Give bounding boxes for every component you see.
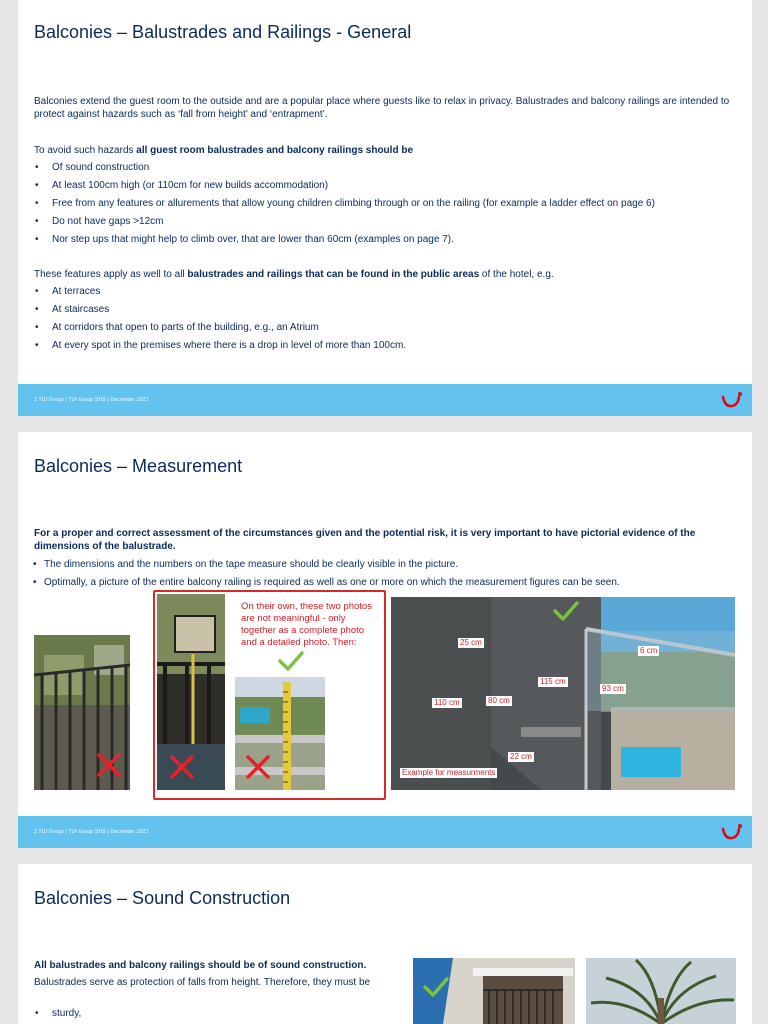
footer-text: 2 TUI Group | TUI Group SHS | December 2021	[34, 829, 149, 835]
sound-construction-list	[34, 1007, 374, 1024]
measurement-label: 22 cm	[510, 752, 532, 761]
list-item: • Free from any features or allurements that allow young children climbing through or on the railing (for example a ladder effect on page 6)	[34, 197, 738, 215]
list-item: • Do not have gaps >12cm	[34, 215, 738, 233]
slide-general	[18, 0, 752, 386]
measurement-label: 93 cm	[602, 684, 624, 693]
photo-note: On their own, these two photos are not meaningful - only together as a complete photo and a detailed photo. Then:	[241, 601, 372, 648]
lead2-end: of the hotel, e.g.	[479, 269, 554, 280]
list-item: • Nor step ups that might help to climb over, that are lower than 60cm (examples on page 7).	[34, 233, 738, 251]
slide-footer	[18, 384, 752, 416]
intro-text: Balustrades serve as protection of falls from height. Therefore, they must be	[34, 977, 371, 988]
slide-measurement	[18, 432, 752, 816]
measurement-label: 110 cm	[434, 698, 460, 707]
list-item: • sturdy,	[34, 1007, 374, 1024]
intro-text: For a proper and correct assessment of the circumstances given and the potential risk, it is very important to have pictorial evidence of the dimensions of the balustrade.	[34, 528, 696, 552]
list-item: • At least 100cm high (or 110cm for new builds accommodation)	[34, 179, 738, 197]
check-icon	[423, 976, 449, 998]
tui-logo-icon	[720, 822, 744, 842]
measurement-label: 6 cm	[640, 646, 658, 655]
measurement-list	[32, 558, 742, 594]
measured-balcony-photo	[391, 597, 735, 790]
slide-footer	[18, 816, 752, 848]
list-item: • At terraces	[34, 285, 738, 303]
lead2-text	[34, 268, 738, 281]
requirements-list	[34, 161, 738, 251]
check-icon	[553, 600, 579, 622]
slide-title: Balconies – Sound Construction	[34, 888, 291, 908]
lead2-plain: These features apply as well to all	[34, 269, 188, 280]
list-item: • At corridors that open to parts of the building, e.g., an Atrium	[34, 321, 738, 339]
intro-bold-text: All balustrades and balcony railings should be of sound construction.	[34, 960, 367, 971]
check-icon	[278, 650, 304, 672]
cross-icon	[169, 754, 195, 780]
cross-icon	[245, 754, 271, 780]
list-item: • Of sound construction	[34, 161, 738, 179]
list-item: • At every spot in the premises where there is a drop in level of more than 100cm.	[34, 339, 738, 357]
list-item: • The dimensions and the numbers on the tape measure should be clearly visible in the picture.	[32, 558, 742, 576]
measurement-label: 80 cm	[488, 696, 510, 705]
slide-title: Balconies – Balustrades and Railings - General	[34, 22, 412, 42]
measurement-label: 115 cm	[540, 677, 566, 686]
slide-sound-construction	[18, 864, 752, 1024]
lead-text	[34, 144, 738, 157]
measurement-label: 25 cm	[460, 638, 482, 647]
list-item: • At staircases	[34, 303, 738, 321]
palm-tree-photo	[586, 958, 736, 1024]
footer-text: 1 TUI Group | TUI Group SHS | December 2021	[34, 397, 149, 403]
slide-title: Balconies – Measurement	[34, 456, 243, 476]
intro-text: Balconies extend the guest room to the outside and are a popular place where guests like to relax in privacy. Balustrades and balcony railings are intended to protect against hazards such as ‘fall from height’ and ‘entrapment’.	[34, 96, 730, 120]
lead2-bold: balustrades and railings that can be found in the public areas	[187, 269, 480, 280]
lead-plain: To avoid such hazards	[34, 145, 137, 156]
public-areas-list	[34, 285, 738, 357]
tui-logo-icon	[720, 390, 744, 410]
list-item: • Optimally, a picture of the entire balcony railing is required as well as one or more on which the measurement figures can be seen.	[32, 576, 742, 594]
lead-bold: all guest room balustrades and balcony railings should be	[136, 145, 414, 156]
example-caption: Example for measurments	[402, 768, 496, 777]
cross-icon	[96, 752, 122, 778]
